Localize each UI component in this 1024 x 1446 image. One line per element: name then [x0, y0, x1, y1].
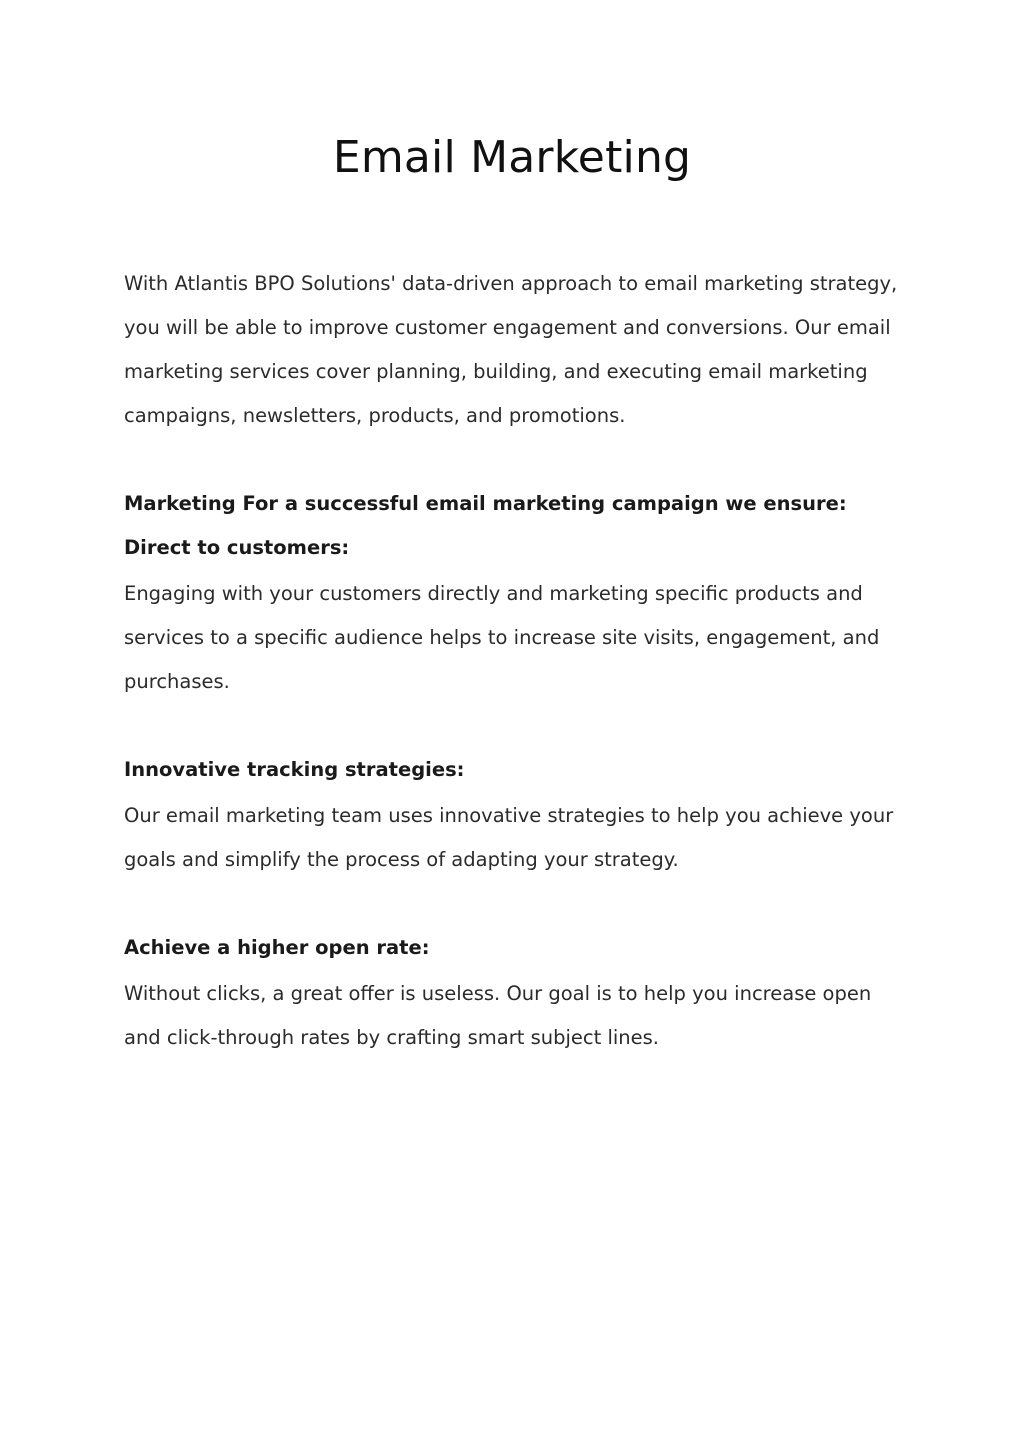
section-body-direct-to-customers: Engaging with your customers directly and marketing specific products and services to a specific audience helps to increase site visits, engagement, and purchases. [124, 582, 880, 693]
section-heading-innovative-tracking: Innovative tracking strategies: [124, 758, 465, 781]
page-title: Email Marketing [332, 132, 692, 183]
section-heading-open-rate: Achieve a higher open rate: [124, 936, 430, 959]
intro-paragraph: With Atlantis BPO Solutions' data-driven approach to email marketing strategy, you will be able to improve customer engagement and conversions. Our email marketing services cover planning, building, and executing email marketing campaigns, newsletters, products, and promotions. [124, 272, 898, 427]
lead-heading: Marketing For a successful email marketing campaign we ensure: [124, 492, 847, 515]
section-body-open-rate: Without clicks, a great offer is useless. Our goal is to help you increase open and click-through rates by crafting smart subject lines. [124, 982, 872, 1049]
spacer [124, 704, 904, 748]
section-body-innovative-tracking: Our email marketing team uses innovative strategies to help you achieve your goals and simplify the process of adapting your strategy. [124, 804, 894, 871]
section-heading-direct-to-customers: Direct to customers: [124, 536, 350, 559]
document-body [124, 262, 904, 1060]
spacer [124, 882, 904, 926]
spacer [124, 438, 904, 482]
